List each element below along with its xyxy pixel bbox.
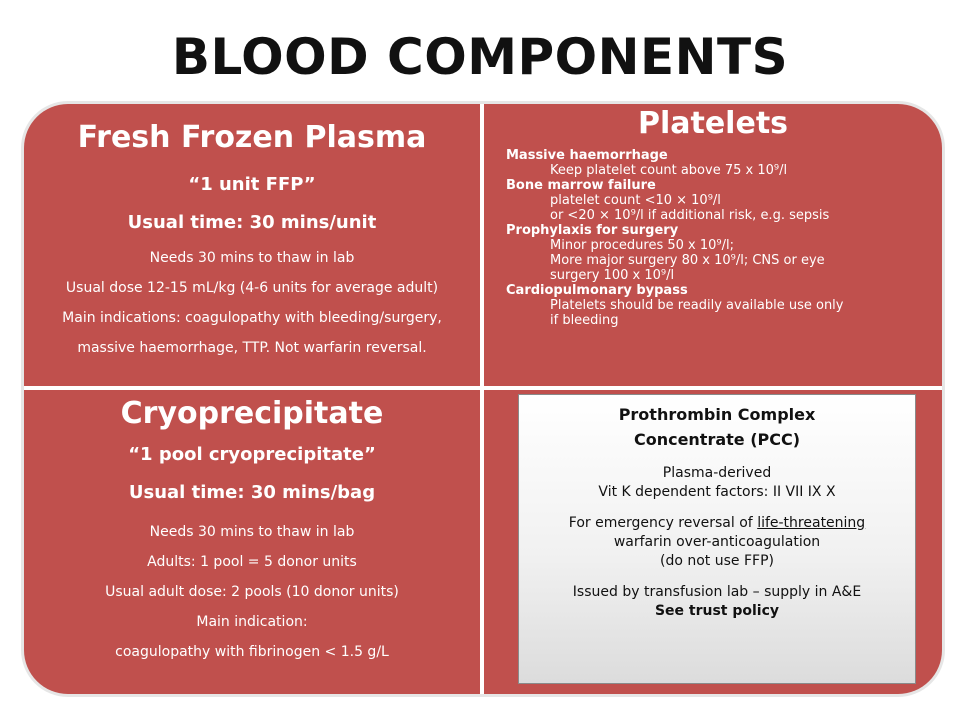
cryo-line: coagulopathy with fibrinogen < 1.5 g/L: [115, 644, 389, 660]
platelets-group-title: Massive haemorrhage: [506, 148, 668, 163]
platelets-group-line: Minor procedures 50 x 10⁹/l;: [550, 238, 734, 253]
ffp-unit: “1 unit FFP”: [188, 174, 316, 195]
slide-title: BLOOD COMPONENTS: [171, 28, 789, 86]
pcc-title-line: Concentrate (PCC): [633, 430, 801, 449]
pcc-line: Issued by transfusion lab – supply in A&E: [572, 584, 862, 600]
cryo-line: Main indication:: [196, 614, 308, 630]
pcc-line: Plasma-derived: [662, 465, 772, 481]
platelets-group-line: platelet count <10 × 10⁹/l: [550, 193, 721, 208]
platelets-group-line: More major surgery 80 x 10⁹/l; CNS or eye: [550, 253, 825, 268]
platelets-list: [506, 148, 926, 328]
cryo-line: Adults: 1 pool = 5 donor units: [147, 554, 357, 570]
ffp-line: Usual dose 12-15 mL/kg (4-6 units for average adult): [65, 280, 439, 296]
cryo-line: Usual adult dose: 2 pools (10 donor units): [105, 584, 399, 600]
platelets-group: [506, 223, 926, 283]
ffp-heading: Fresh Frozen Plasma: [77, 120, 427, 155]
pcc-box: [518, 394, 916, 684]
cryo-cell: [24, 390, 480, 694]
cryo-heading: Cryoprecipitate: [120, 396, 384, 431]
pcc-emphasis: life-threatening: [757, 515, 866, 531]
cryo-unit: “1 pool cryoprecipitate”: [128, 444, 376, 465]
platelets-group-title: Cardiopulmonary bypass: [506, 283, 688, 298]
ffp-line: massive haemorrhage, TTP. Not warfarin reversal.: [77, 340, 427, 356]
pcc-line: warfarin over-anticoagulation: [613, 534, 821, 550]
pcc-text: For emergency reversal of: [568, 515, 758, 531]
platelets-group-line: Keep platelet count above 75 x 10⁹/l: [550, 163, 788, 178]
cryo-line: Needs 30 mins to thaw in lab: [149, 524, 355, 540]
pcc-line: [519, 514, 915, 533]
ffp-time: Usual time: 30 mins/unit: [127, 212, 377, 233]
platelets-group-line: Platelets should be readily available use only: [550, 298, 844, 313]
pcc-policy: See trust policy: [654, 603, 780, 619]
pcc-line: (do not use FFP): [660, 553, 774, 569]
platelets-group: [506, 283, 926, 328]
platelets-group-line: surgery 100 x 10⁹/l: [550, 268, 675, 283]
cryo-time: Usual time: 30 mins/bag: [128, 482, 376, 503]
ffp-cell: [24, 104, 480, 386]
pcc-title-line: Prothrombin Complex: [618, 405, 816, 424]
platelets-group-title: Bone marrow failure: [506, 178, 656, 193]
ffp-line: Needs 30 mins to thaw in lab: [149, 250, 355, 266]
platelets-group-line: or <20 × 10⁹/l if additional risk, e.g. sepsis: [550, 208, 830, 223]
platelets-cell: [484, 104, 942, 386]
platelets-group: [506, 148, 926, 178]
platelets-group: [506, 178, 926, 223]
platelets-group-line: if bleeding: [550, 313, 619, 328]
platelets-heading: Platelets: [637, 106, 789, 141]
pcc-line: Vit K dependent factors: II VII IX X: [598, 484, 836, 500]
platelets-group-title: Prophylaxis for surgery: [506, 223, 679, 238]
pcc-title: [519, 402, 915, 452]
ffp-line: Main indications: coagulopathy with bleeding/surgery,: [62, 310, 442, 326]
